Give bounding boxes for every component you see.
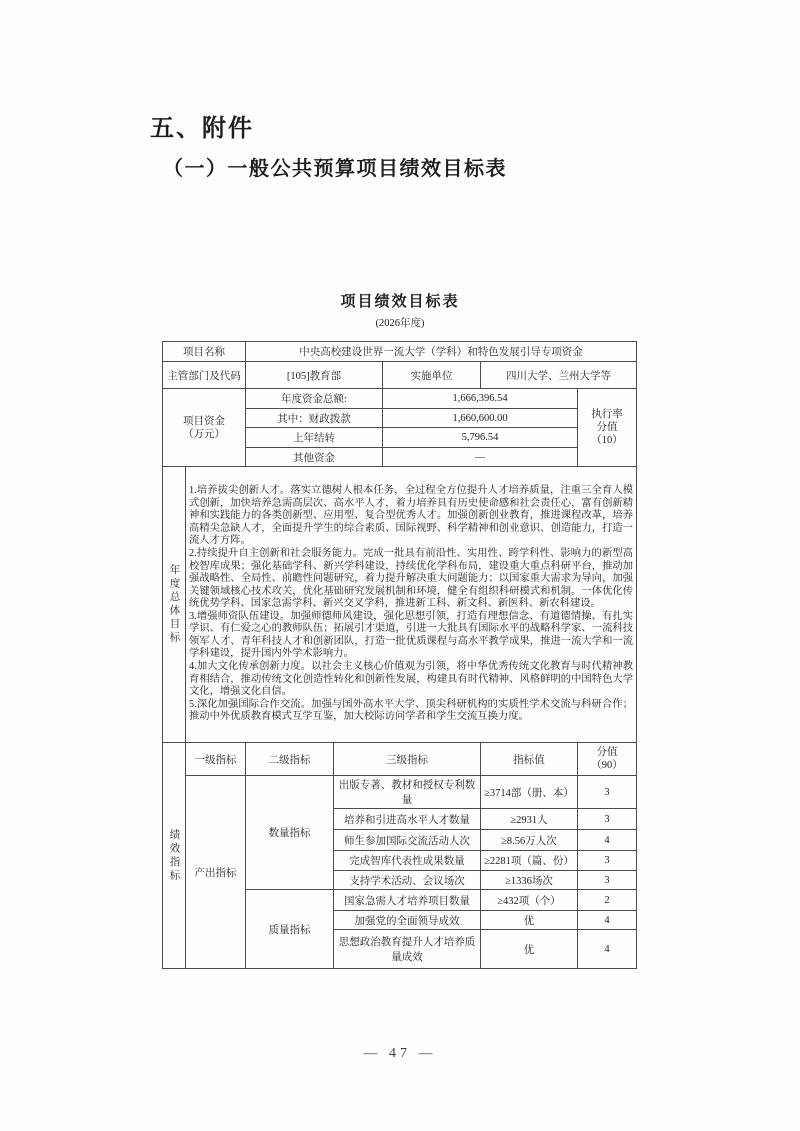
subsection-heading: （一）一般公共预算项目绩效目标表 bbox=[163, 158, 507, 180]
indicator-value: ≥3714部（册、本） bbox=[481, 776, 578, 809]
indicator-name: 支持学术活动、会议场次 bbox=[334, 871, 481, 890]
goal-paragraph-3: 3.增强师资队伍建设。加强师德师风建设，强化思想引领，打造有理想信念、有道德情操、有扎实学识、有仁爱之心的教师队伍；拓展引才渠道，引进一大批具有国际水平的战略科学家、一流科技领军人才、青年科技人才和创新团队，打造一批优质课程与高水平教学成果，推进一流大学和一流学科建设，提升国内外学术影响力。 bbox=[189, 610, 634, 660]
header-level2: 二级指标 bbox=[246, 743, 334, 776]
table-row bbox=[163, 389, 637, 409]
level2-quality: 质量指标 bbox=[246, 890, 334, 969]
header-score bbox=[578, 743, 637, 776]
impl-label: 实施单位 bbox=[383, 362, 481, 389]
table-row bbox=[163, 467, 637, 743]
goal-paragraph-5: 5.深化加强国际合作交流。加强与国外高水平大学、顶尖科研机构的实质性学术交流与科研合作；推动中外优质教育模式互学互鉴，加大校际访问学者和学生交流互换力度。 bbox=[189, 698, 634, 723]
indicator-score: 3 bbox=[578, 809, 637, 830]
indicator-name: 加强党的全面领导成效 bbox=[334, 911, 481, 930]
funds-row-name: 其他资金 bbox=[246, 448, 383, 467]
indicator-score: 4 bbox=[578, 930, 637, 969]
section-heading: 五、附件 bbox=[150, 115, 254, 142]
rate-line2: 分值 bbox=[596, 422, 618, 433]
funds-label-line1: 项目资金 bbox=[183, 415, 225, 427]
header-level3: 三级指标 bbox=[334, 743, 481, 776]
table-row bbox=[163, 743, 637, 776]
indicator-value: ≥2281项（篇、份） bbox=[481, 851, 578, 871]
indicator-name: 培养和引进高水平人才数量 bbox=[334, 809, 481, 830]
indicator-value: ≥1336场次 bbox=[481, 871, 578, 890]
indicator-value: 优 bbox=[481, 911, 578, 930]
dept-value: [105]教育部 bbox=[246, 362, 383, 389]
level1-output: 产出指标 bbox=[186, 776, 246, 969]
table-row bbox=[163, 362, 637, 389]
table-year-subtitle: (2026年度) bbox=[375, 318, 425, 329]
indicator-name: 出版专著、教材和授权专利数量 bbox=[334, 776, 481, 809]
indicator-value: ≥8.56万人次 bbox=[481, 830, 578, 851]
table-row bbox=[163, 776, 637, 809]
indicator-score: 3 bbox=[578, 776, 637, 809]
indicators-label-text: 绩效指标 bbox=[168, 828, 180, 883]
rate-line3: （10） bbox=[591, 435, 623, 446]
execution-rate-score bbox=[578, 389, 637, 467]
performance-target-table bbox=[162, 341, 637, 969]
indicators-label bbox=[163, 743, 186, 969]
indicator-score: 4 bbox=[578, 830, 637, 851]
funds-row-value: 1,666,396.54 bbox=[383, 389, 578, 409]
indicator-score: 3 bbox=[578, 871, 637, 890]
dept-label: 主管部门及代码 bbox=[163, 362, 246, 389]
funds-row-value: 1,660,600.00 bbox=[383, 409, 578, 428]
funds-row-name: 年度资金总额: bbox=[246, 389, 383, 409]
indicator-name: 国家急需人才培养项目数量 bbox=[334, 890, 481, 911]
goal-paragraph-4: 4.加大文化传承创新力度。以社会主义核心价值观为引领，将中华优秀传统文化教育与时代精神教育相结合，推动传统文化创造性转化和创新性发展，构建具有时代精神、风格鲜明的中国特色大学文化，增强文化自信。 bbox=[189, 660, 634, 698]
indicator-name: 思想政治教育提升人才培养质量成效 bbox=[334, 930, 481, 969]
level2-quantity: 数量指标 bbox=[246, 776, 334, 890]
indicator-value: ≥432项（个） bbox=[481, 890, 578, 911]
indicator-value: 优 bbox=[481, 930, 578, 969]
header-score-line1: 分值 bbox=[596, 747, 618, 758]
header-level1: 一级指标 bbox=[186, 743, 246, 776]
funds-label bbox=[163, 389, 246, 467]
project-name-value: 中央高校建设世界一流大学（学科）和特色发展引导专项资金 bbox=[246, 342, 637, 362]
funds-row-name: 其中：财政拨款 bbox=[246, 409, 383, 428]
indicator-score: 4 bbox=[578, 911, 637, 930]
table-row bbox=[163, 342, 637, 362]
goal-paragraph-1: 1.培养拔尖创新人才。落实立德树人根本任务，全过程全方位提升人才培养质量，注重三全育人模式创新，加快培养急需高层次、高水平人才，着力培养具有历史使命感和社会责任心，富有创新精神和实践能力的各类创新型、应用型、复合型优秀人才。加强创新创业教育，推进课程改革，培养高精尖急缺人才，全面提升学生的综合素质、国际视野、科学精神和创业意识、创造能力，打造一流人才方阵。 bbox=[189, 485, 634, 547]
project-name-label: 项目名称 bbox=[163, 342, 246, 362]
page-number: — 47 — bbox=[363, 1046, 437, 1061]
annual-goal-label bbox=[163, 467, 186, 743]
table-title: 项目绩效目标表 bbox=[340, 294, 460, 310]
goal-paragraph-2: 2.持续提升自主创新和社会服务能力。完成一批具有前沿性、实用性、跨学科性、影响力的新型高校智库成果；强化基础学科、新兴学科建设，持续优化学科布局，建设重大重点科研平台，推动加强战略性、全局性、前瞻性问题研究，着力提升解决重大问题能力；以国家重大需求为导向，加强关键领域核心技术攻关，优化基础研究发展机制和环境，健全有组织科研模式和机制。一体优化传统优势学科、国家急需学科、新兴交叉学科，推进新工科、新文科、新医科、新农科建设。 bbox=[189, 548, 634, 610]
rate-line1: 执行率 bbox=[591, 409, 623, 420]
indicator-score: 2 bbox=[578, 890, 637, 911]
funds-label-line2: （万元） bbox=[183, 428, 225, 440]
funds-row-value: — bbox=[383, 448, 578, 467]
annual-goal-label-text: 年度总体目标 bbox=[168, 564, 180, 645]
impl-value: 四川大学、兰州大学等 bbox=[481, 362, 637, 389]
indicator-value: ≥2931人 bbox=[481, 809, 578, 830]
funds-row-name: 上年结转 bbox=[246, 428, 383, 448]
annual-goal-text bbox=[186, 467, 637, 743]
indicator-name: 完成智库代表性成果数量 bbox=[334, 851, 481, 871]
header-score-line2: （90） bbox=[591, 760, 623, 771]
funds-row-value: 5,796.54 bbox=[383, 428, 578, 448]
indicator-name: 师生参加国际交流活动人次 bbox=[334, 830, 481, 851]
indicator-score: 3 bbox=[578, 851, 637, 871]
header-value: 指标值 bbox=[481, 743, 578, 776]
